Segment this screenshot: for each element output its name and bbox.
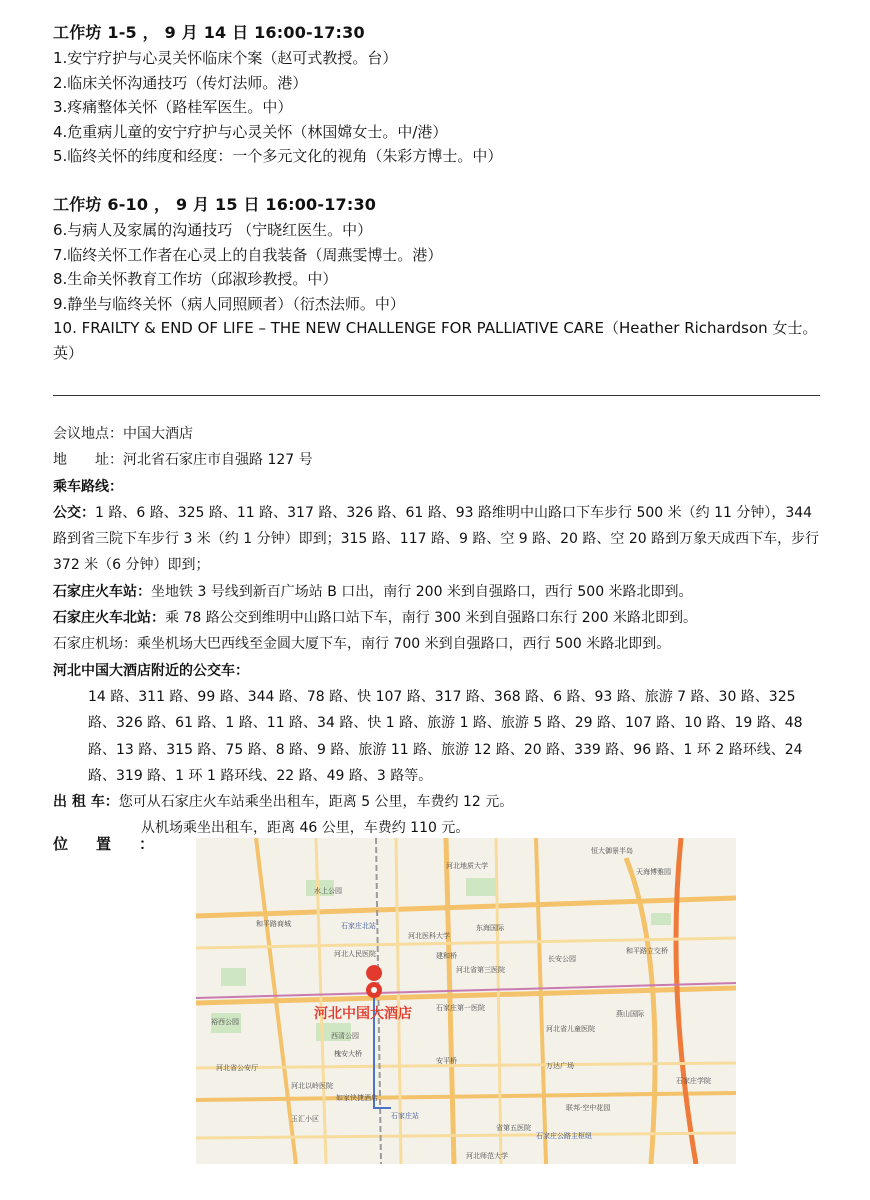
map-label: 玉汇小区 [291,1115,319,1123]
station-label: 石家庄火车站： [53,583,151,600]
north-station-label: 石家庄火车北站： [53,610,165,627]
map-marker-label: 河北中国大酒店 [314,1006,412,1022]
map-label: 河北以岭医院 [291,1082,333,1090]
workshop-block-1 [53,20,833,169]
map-graphic [196,838,736,1164]
map-label: 槐安大桥 [334,1050,362,1058]
workshop-title: 工作坊 6-10 ， 9 月 15 日 16:00-17:30 [53,195,377,214]
workshop-item: 4.危重病儿童的安宁疗护与心灵关怀（林国嫦女士。中/港） [53,122,448,141]
map-label: 燕山国际 [616,1010,644,1018]
workshop-item: 3.疼痛整体关怀（路桂军医生。中） [53,98,293,117]
map-label: 裕西公园 [211,1018,239,1026]
bus-route [53,500,823,579]
north-station-route [53,605,823,631]
map-label: 河北医科大学 [408,932,450,940]
bus-text: 1 路、6 路、325 路、11 路、317 路、326 路、61 路、93 路维明中山路口下车步行 500 米（约 11 分钟），344 路到省三院下车步行 3 米（约 1 分钟）即到；315 路、117 路、9 路、空 9 路、20 路、空 20 路到万象天成西下车，步行 372 米（6 分钟）即到； [53,504,820,574]
venue-address: 地 址：河北省石家庄市自强路 127 号 [53,452,313,469]
map-label: 河北师范大学 [466,1152,508,1160]
map-label: 建和桥 [436,952,457,960]
position-label: 位置： [53,835,183,853]
taxi-route [53,789,823,815]
workshop-item: 2.临床关怀沟通技巧（传灯法师。港） [53,73,308,92]
map-label: 安平桥 [436,1057,457,1065]
workshop-item: 8.生命关怀教育工作坊（邱淑珍教授。中） [53,270,338,289]
map-label: 河北省第三医院 [456,966,505,974]
map-label: 东海国际 [476,924,504,932]
workshop-title: 工作坊 1-5 ， 9 月 14 日 16:00-17:30 [53,23,365,42]
workshop-item: 5.临终关怀的纬度和经度：一个多元文化的视角（朱彩方博士。中） [53,147,503,166]
map-label: 河北地质大学 [446,862,488,870]
map-label: 如家快捷酒店 [336,1094,378,1102]
workshop-item: 10. FRAILTY & END OF LIFE – THE NEW CHALLENGE FOR PALLIATIVE CARE（Heather Richardson 女士。英） [53,319,818,362]
map-label: 天海博雅园 [636,868,671,876]
taxi-text-2: 从机场乘坐出租车，距离 46 公里，车费约 110 元。 [141,820,470,837]
north-station-text: 乘 78 路公交到维明中山路口站下车，南行 300 米到自强路口东行 200 米路北即到。 [165,610,697,627]
map-label: 河北省公安厅 [216,1064,258,1072]
workshop-item: 1.安宁疗护与心灵关怀临床个案（赵可式教授。台） [53,49,398,67]
bus-label: 公交： [53,504,95,521]
map-label: 河北省儿童医院 [546,1025,595,1033]
map-label: 西清公园 [331,1032,359,1040]
location-map[interactable] [196,838,736,1164]
taxi-label: 出 租 车： [53,794,119,811]
map-label: 石家庄公路主枢纽 [536,1132,592,1140]
workshop-item: 6.与病人及家属的沟通技巧 （宁晓红医生。中） [53,221,373,239]
taxi-text-1: 您可从石家庄火车站乘坐出租车，距离 5 公里，车费约 12 元。 [118,794,514,811]
nearby-bus-heading: 河北中国大酒店附近的公交车： [53,662,249,679]
nearby-bus-list [53,684,823,789]
station-route [53,579,823,605]
station-text: 坐地铁 3 号线到新百广场站 B 口出，南行 200 米到自强路口，西行 500 米路北即到。 [151,583,693,600]
map-label: 联邦·空中花园 [566,1104,611,1112]
nearby-bus-text: 14 路、311 路、99 路、344 路、78 路、快 107 路、317 路、368 路、6 路、93 路、旅游 7 路、30 路、325 路、326 路、61 路、1 路、11 路、34 路、快 1 路、旅游 1 路、旅游 5 路、29 路、107 路、10 路、19 路、48 路、13 路、315 路、75 路、8 路、9 路、旅游 11 路、旅游 12 路、20 路、339 路、96 路、1 环 2 路环线、24 路、319 路、1 环 1 路环线、22 路、49 路、3 路等。 [88,688,803,784]
map-label: 万达广场 [546,1062,574,1070]
venue-info [53,421,823,842]
map-label: 和平路商城 [256,920,291,928]
workshop-block-2 [53,192,833,366]
route-heading: 乘车路线： [53,478,123,495]
map-label: 河北人民医院 [334,950,376,958]
venue-location: 会议地点：中国大酒店 [53,426,193,442]
section-divider [53,395,820,396]
map-label: 长安公园 [548,955,576,963]
workshop-item: 7.临终关怀工作者在心灵上的自我装备（周燕雯博士。港） [53,245,443,264]
map-label: 石家庄站 [391,1112,419,1120]
workshop-item: 9.静坐与临终关怀（病人同照顾者）（衍杰法师。中） [53,294,405,313]
map-label: 省第五医院 [496,1124,531,1132]
map-label: 和平路立交桥 [626,947,668,955]
map-label: 石家庄学院 [676,1077,711,1085]
map-label: 石家庄北站 [341,922,376,930]
map-label: 石家庄第一医院 [436,1004,485,1012]
map-label: 水上公园 [314,887,342,895]
airport-route: 石家庄机场：乘坐机场大巴西线至金圆大厦下车，南行 700 米到自强路口，西行 500 米路北即到。 [53,636,671,653]
map-label: 恒大御景半岛 [591,847,633,855]
